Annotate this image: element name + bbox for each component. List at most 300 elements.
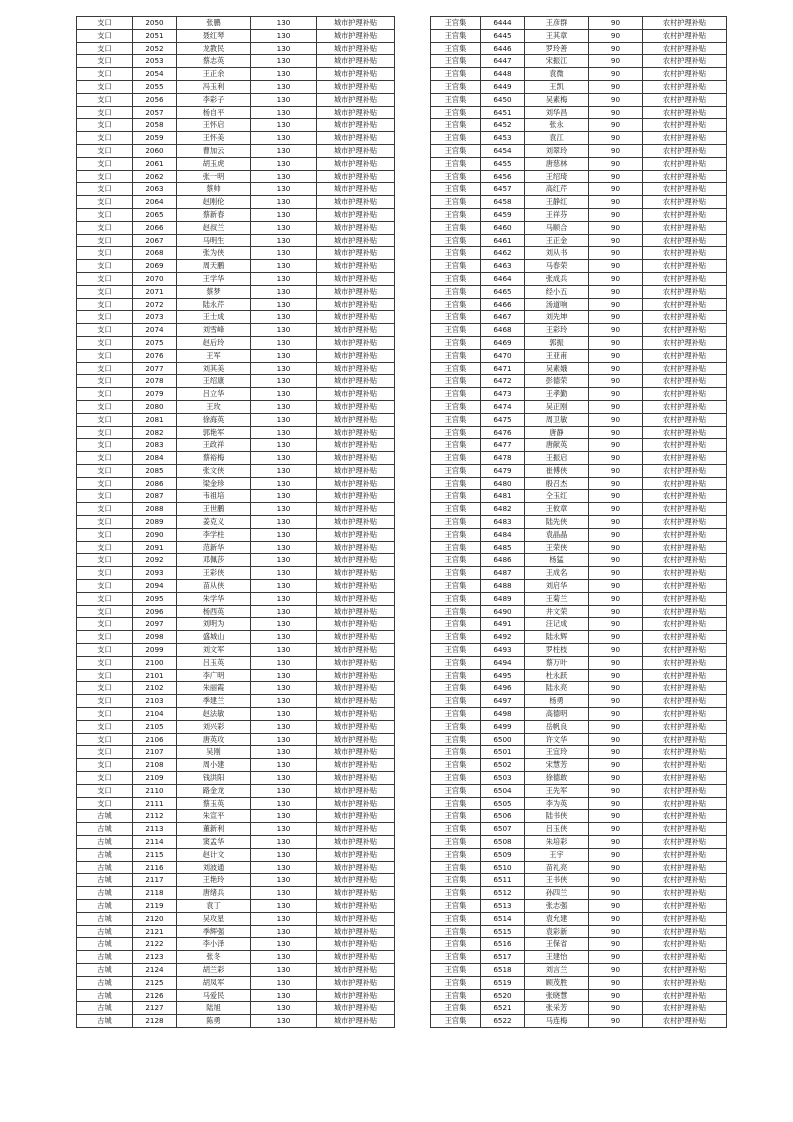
subsidy-type-cell: 城市护理补贴 xyxy=(317,772,395,785)
id-cell: 2068 xyxy=(133,247,177,260)
amount-cell: 90 xyxy=(589,925,643,938)
area-cell: 支口 xyxy=(77,772,133,785)
id-cell: 2082 xyxy=(133,426,177,439)
area-cell: 王官集 xyxy=(431,362,481,375)
name-cell: 窦孟华 xyxy=(177,836,251,849)
subsidy-type-cell: 城市护理补贴 xyxy=(317,106,395,119)
amount-cell: 90 xyxy=(589,311,643,324)
amount-cell: 130 xyxy=(251,183,317,196)
subsidy-type-cell: 农村护理补贴 xyxy=(643,772,727,785)
subsidy-type-cell: 城市护理补贴 xyxy=(317,80,395,93)
area-cell: 王官集 xyxy=(431,183,481,196)
table-row xyxy=(77,106,395,119)
subsidy-type-cell: 城市护理补贴 xyxy=(317,823,395,836)
table-row xyxy=(431,899,727,912)
amount-cell: 130 xyxy=(251,106,317,119)
area-cell: 支口 xyxy=(77,477,133,490)
amount-cell: 90 xyxy=(589,772,643,785)
name-cell: 张晓慧 xyxy=(525,989,589,1002)
name-cell: 蔡梦 xyxy=(177,285,251,298)
area-cell: 支口 xyxy=(77,170,133,183)
amount-cell: 90 xyxy=(589,68,643,81)
id-cell: 6456 xyxy=(481,170,525,183)
table-row xyxy=(77,848,395,861)
amount-cell: 90 xyxy=(589,362,643,375)
subsidy-type-cell: 农村护理补贴 xyxy=(643,208,727,221)
area-cell: 王官集 xyxy=(431,42,481,55)
name-cell: 王宜玲 xyxy=(525,746,589,759)
id-cell: 2094 xyxy=(133,580,177,593)
name-cell: 吴素娥 xyxy=(525,362,589,375)
id-cell: 6480 xyxy=(481,477,525,490)
name-cell: 张为侠 xyxy=(177,247,251,260)
area-cell: 支口 xyxy=(77,759,133,772)
table-row xyxy=(431,541,727,554)
amount-cell: 90 xyxy=(589,592,643,605)
name-cell: 王彩侠 xyxy=(177,567,251,580)
area-cell: 王官集 xyxy=(431,247,481,260)
subsidy-type-cell: 城市护理补贴 xyxy=(317,285,395,298)
subsidy-type-cell: 农村护理补贴 xyxy=(643,362,727,375)
name-cell: 王绍琦 xyxy=(525,170,589,183)
name-cell: 王书侠 xyxy=(525,874,589,887)
table-row xyxy=(431,336,727,349)
area-cell: 支口 xyxy=(77,669,133,682)
table-row xyxy=(77,477,395,490)
table-row xyxy=(77,208,395,221)
subsidy-type-cell: 农村护理补贴 xyxy=(643,503,727,516)
table-row xyxy=(77,899,395,912)
subsidy-type-cell: 城市护理补贴 xyxy=(317,861,395,874)
subsidy-type-cell: 城市护理补贴 xyxy=(317,912,395,925)
table-row xyxy=(77,260,395,273)
amount-cell: 90 xyxy=(589,298,643,311)
id-cell: 6454 xyxy=(481,144,525,157)
amount-cell: 130 xyxy=(251,963,317,976)
name-cell: 刘雪峰 xyxy=(177,324,251,337)
table-row xyxy=(431,503,727,516)
name-cell: 蔡裕梅 xyxy=(177,452,251,465)
id-cell: 6448 xyxy=(481,68,525,81)
subsidy-type-cell: 农村护理补贴 xyxy=(643,682,727,695)
subsidy-type-cell: 农村护理补贴 xyxy=(643,93,727,106)
area-cell: 支口 xyxy=(77,720,133,733)
id-cell: 2111 xyxy=(133,797,177,810)
area-cell: 古城 xyxy=(77,810,133,823)
subsidy-type-cell: 城市护理补贴 xyxy=(317,887,395,900)
id-cell: 2096 xyxy=(133,605,177,618)
amount-cell: 130 xyxy=(251,170,317,183)
name-cell: 张成兵 xyxy=(525,272,589,285)
subsidy-type-cell: 城市护理补贴 xyxy=(317,963,395,976)
id-cell: 2085 xyxy=(133,464,177,477)
amount-cell: 130 xyxy=(251,132,317,145)
id-cell: 6517 xyxy=(481,951,525,964)
name-cell: 蔡万叶 xyxy=(525,656,589,669)
table-row xyxy=(77,247,395,260)
name-cell: 朱丽霞 xyxy=(177,682,251,695)
table-row xyxy=(77,592,395,605)
table-row xyxy=(77,400,395,413)
id-cell: 2119 xyxy=(133,899,177,912)
area-cell: 王官集 xyxy=(431,144,481,157)
subsidy-type-cell: 城市护理补贴 xyxy=(317,439,395,452)
subsidy-type-cell: 农村护理补贴 xyxy=(643,144,727,157)
area-cell: 王官集 xyxy=(431,874,481,887)
area-cell: 支口 xyxy=(77,311,133,324)
name-cell: 李广明 xyxy=(177,669,251,682)
subsidy-type-cell: 农村护理补贴 xyxy=(643,106,727,119)
area-cell: 支口 xyxy=(77,746,133,759)
table-row xyxy=(77,375,395,388)
id-cell: 6519 xyxy=(481,976,525,989)
area-cell: 王官集 xyxy=(431,631,481,644)
name-cell: 崔傅侠 xyxy=(525,464,589,477)
amount-cell: 130 xyxy=(251,759,317,772)
id-cell: 6485 xyxy=(481,541,525,554)
name-cell: 汪记成 xyxy=(525,618,589,631)
subsidy-type-cell: 城市护理补贴 xyxy=(317,157,395,170)
id-cell: 6484 xyxy=(481,528,525,541)
subsidy-type-cell: 城市护理补贴 xyxy=(317,490,395,503)
table-row xyxy=(77,554,395,567)
subsidy-type-cell: 城市护理补贴 xyxy=(317,720,395,733)
table-row xyxy=(77,580,395,593)
amount-cell: 130 xyxy=(251,772,317,785)
table-row xyxy=(77,349,395,362)
table-row xyxy=(77,733,395,746)
amount-cell: 90 xyxy=(589,490,643,503)
area-cell: 王官集 xyxy=(431,311,481,324)
subsidy-type-cell: 农村护理补贴 xyxy=(643,221,727,234)
subsidy-type-cell: 城市护理补贴 xyxy=(317,733,395,746)
subsidy-type-cell: 城市护理补贴 xyxy=(317,119,395,132)
id-cell: 6462 xyxy=(481,247,525,260)
name-cell: 顾茂胜 xyxy=(525,976,589,989)
area-cell: 王官集 xyxy=(431,759,481,772)
subsidy-type-cell: 农村护理补贴 xyxy=(643,554,727,567)
name-cell: 吕立华 xyxy=(177,388,251,401)
id-cell: 2098 xyxy=(133,631,177,644)
name-cell: 王世鹏 xyxy=(177,503,251,516)
area-cell: 支口 xyxy=(77,644,133,657)
name-cell: 王保省 xyxy=(525,938,589,951)
table-row xyxy=(431,119,727,132)
table-row xyxy=(77,324,395,337)
amount-cell: 130 xyxy=(251,157,317,170)
subsidy-type-cell: 城市护理补贴 xyxy=(317,541,395,554)
id-cell: 6483 xyxy=(481,516,525,529)
table-row xyxy=(431,1015,727,1028)
area-cell: 王官集 xyxy=(431,68,481,81)
table-row xyxy=(77,452,395,465)
subsidy-type-cell: 城市护理补贴 xyxy=(317,29,395,42)
table-row xyxy=(77,682,395,695)
id-cell: 6512 xyxy=(481,887,525,900)
subsidy-type-cell: 农村护理补贴 xyxy=(643,976,727,989)
name-cell: 王怀启 xyxy=(177,119,251,132)
subsidy-type-cell: 农村护理补贴 xyxy=(643,426,727,439)
name-cell: 朱培彩 xyxy=(525,836,589,849)
amount-cell: 90 xyxy=(589,656,643,669)
amount-cell: 130 xyxy=(251,618,317,631)
name-cell: 刘先坤 xyxy=(525,311,589,324)
amount-cell: 130 xyxy=(251,554,317,567)
subsidy-type-cell: 城市护理补贴 xyxy=(317,324,395,337)
id-cell: 2108 xyxy=(133,759,177,772)
amount-cell: 130 xyxy=(251,400,317,413)
amount-cell: 130 xyxy=(251,208,317,221)
id-cell: 6450 xyxy=(481,93,525,106)
table-row xyxy=(431,989,727,1002)
name-cell: 王玫 xyxy=(177,400,251,413)
table-row xyxy=(77,746,395,759)
id-cell: 2077 xyxy=(133,362,177,375)
amount-cell: 90 xyxy=(589,874,643,887)
amount-cell: 90 xyxy=(589,899,643,912)
table-row xyxy=(431,93,727,106)
area-cell: 支口 xyxy=(77,336,133,349)
table-row xyxy=(77,605,395,618)
id-cell: 2113 xyxy=(133,823,177,836)
subsidy-type-cell: 城市护理补贴 xyxy=(317,55,395,68)
id-cell: 6503 xyxy=(481,772,525,785)
table-row xyxy=(431,247,727,260)
amount-cell: 90 xyxy=(589,426,643,439)
area-cell: 王官集 xyxy=(431,1015,481,1028)
id-cell: 6514 xyxy=(481,912,525,925)
amount-cell: 130 xyxy=(251,567,317,580)
area-cell: 王官集 xyxy=(431,887,481,900)
area-cell: 王官集 xyxy=(431,938,481,951)
id-cell: 2128 xyxy=(133,1015,177,1028)
table-row xyxy=(431,631,727,644)
subsidy-type-cell: 城市护理补贴 xyxy=(317,516,395,529)
table-row xyxy=(431,554,727,567)
name-cell: 徐德敢 xyxy=(525,772,589,785)
id-cell: 2056 xyxy=(133,93,177,106)
amount-cell: 130 xyxy=(251,861,317,874)
name-cell: 张一明 xyxy=(177,170,251,183)
table-row xyxy=(431,720,727,733)
amount-cell: 90 xyxy=(589,810,643,823)
table-row xyxy=(431,656,727,669)
subsidy-type-cell: 城市护理补贴 xyxy=(317,951,395,964)
area-cell: 王官集 xyxy=(431,516,481,529)
area-cell: 古城 xyxy=(77,1002,133,1015)
subsidy-type-cell: 农村护理补贴 xyxy=(643,234,727,247)
area-cell: 支口 xyxy=(77,208,133,221)
name-cell: 王亚甫 xyxy=(525,349,589,362)
subsidy-type-cell: 农村护理补贴 xyxy=(643,656,727,669)
subsidy-type-cell: 农村护理补贴 xyxy=(643,823,727,836)
subsidy-type-cell: 农村护理补贴 xyxy=(643,42,727,55)
subsidy-type-cell: 农村护理补贴 xyxy=(643,644,727,657)
table-row xyxy=(77,285,395,298)
area-cell: 王官集 xyxy=(431,682,481,695)
name-cell: 罗玲善 xyxy=(525,42,589,55)
subsidy-type-cell: 农村护理补贴 xyxy=(643,631,727,644)
amount-cell: 90 xyxy=(589,144,643,157)
subsidy-type-cell: 城市护理补贴 xyxy=(317,17,395,30)
name-cell: 汤道响 xyxy=(525,298,589,311)
area-cell: 古城 xyxy=(77,912,133,925)
amount-cell: 90 xyxy=(589,836,643,849)
amount-cell: 130 xyxy=(251,580,317,593)
name-cell: 袁微 xyxy=(525,68,589,81)
amount-cell: 90 xyxy=(589,733,643,746)
id-cell: 6518 xyxy=(481,963,525,976)
subsidy-type-cell: 城市护理补贴 xyxy=(317,93,395,106)
area-cell: 王官集 xyxy=(431,861,481,874)
subsidy-type-cell: 城市护理补贴 xyxy=(317,452,395,465)
id-cell: 6489 xyxy=(481,592,525,605)
area-cell: 支口 xyxy=(77,17,133,30)
name-cell: 赵刚伦 xyxy=(177,196,251,209)
amount-cell: 90 xyxy=(589,42,643,55)
id-cell: 2099 xyxy=(133,644,177,657)
area-cell: 王官集 xyxy=(431,989,481,1002)
name-cell: 周天鹏 xyxy=(177,260,251,273)
name-cell: 王建怡 xyxy=(525,951,589,964)
area-cell: 王官集 xyxy=(431,925,481,938)
table-row xyxy=(77,644,395,657)
amount-cell: 130 xyxy=(251,490,317,503)
name-cell: 吕玉侠 xyxy=(525,823,589,836)
amount-cell: 130 xyxy=(251,669,317,682)
table-row xyxy=(77,426,395,439)
table-row xyxy=(77,170,395,183)
subsidy-type-cell: 农村护理补贴 xyxy=(643,746,727,759)
table-row xyxy=(431,490,727,503)
area-cell: 支口 xyxy=(77,183,133,196)
name-cell: 陆永芹 xyxy=(177,298,251,311)
name-cell: 彭德荣 xyxy=(525,375,589,388)
amount-cell: 90 xyxy=(589,631,643,644)
area-cell: 支口 xyxy=(77,605,133,618)
name-cell: 张文侠 xyxy=(177,464,251,477)
subsidy-type-cell: 农村护理补贴 xyxy=(643,311,727,324)
table-row xyxy=(77,144,395,157)
subsidy-type-cell: 城市护理补贴 xyxy=(317,976,395,989)
subsidy-type-cell: 城市护理补贴 xyxy=(317,221,395,234)
id-cell: 2121 xyxy=(133,925,177,938)
name-cell: 袁彩新 xyxy=(525,925,589,938)
subsidy-type-cell: 城市护理补贴 xyxy=(317,836,395,849)
table-row xyxy=(77,772,395,785)
amount-cell: 130 xyxy=(251,196,317,209)
subsidy-type-cell: 城市护理补贴 xyxy=(317,605,395,618)
name-cell: 马春荣 xyxy=(525,260,589,273)
subsidy-type-cell: 农村护理补贴 xyxy=(643,400,727,413)
id-cell: 2079 xyxy=(133,388,177,401)
subsidy-type-cell: 农村护理补贴 xyxy=(643,285,727,298)
area-cell: 王官集 xyxy=(431,810,481,823)
subsidy-type-cell: 农村护理补贴 xyxy=(643,938,727,951)
id-cell: 6498 xyxy=(481,708,525,721)
amount-cell: 90 xyxy=(589,196,643,209)
id-cell: 6467 xyxy=(481,311,525,324)
table-row xyxy=(431,669,727,682)
name-cell: 苗礼亮 xyxy=(525,861,589,874)
area-cell: 王官集 xyxy=(431,464,481,477)
area-cell: 支口 xyxy=(77,528,133,541)
name-cell: 胡凤军 xyxy=(177,976,251,989)
amount-cell: 90 xyxy=(589,400,643,413)
id-cell: 2060 xyxy=(133,144,177,157)
id-cell: 6488 xyxy=(481,580,525,593)
subsidy-type-cell: 农村护理补贴 xyxy=(643,963,727,976)
right-table-body xyxy=(431,17,727,1028)
name-cell: 陆书侠 xyxy=(525,810,589,823)
id-cell: 2084 xyxy=(133,452,177,465)
id-cell: 6478 xyxy=(481,452,525,465)
table-row xyxy=(77,541,395,554)
subsidy-type-cell: 农村护理补贴 xyxy=(643,541,727,554)
table-row xyxy=(77,490,395,503)
id-cell: 2063 xyxy=(133,183,177,196)
id-cell: 2073 xyxy=(133,311,177,324)
area-cell: 支口 xyxy=(77,106,133,119)
id-cell: 2069 xyxy=(133,260,177,273)
subsidy-type-cell: 城市护理补贴 xyxy=(317,784,395,797)
amount-cell: 90 xyxy=(589,797,643,810)
amount-cell: 90 xyxy=(589,989,643,1002)
table-row xyxy=(431,439,727,452)
amount-cell: 130 xyxy=(251,362,317,375)
table-row xyxy=(431,349,727,362)
amount-cell: 130 xyxy=(251,605,317,618)
subsidy-type-cell: 农村护理补贴 xyxy=(643,439,727,452)
area-cell: 王官集 xyxy=(431,836,481,849)
area-cell: 王官集 xyxy=(431,106,481,119)
subsidy-type-cell: 城市护理补贴 xyxy=(317,426,395,439)
name-cell: 周卫敏 xyxy=(525,413,589,426)
subsidy-type-cell: 农村护理补贴 xyxy=(643,887,727,900)
name-cell: 盛城山 xyxy=(177,631,251,644)
subsidy-type-cell: 农村护理补贴 xyxy=(643,29,727,42)
amount-cell: 130 xyxy=(251,439,317,452)
table-row xyxy=(431,746,727,759)
area-cell: 王官集 xyxy=(431,528,481,541)
subsidy-type-cell: 农村护理补贴 xyxy=(643,733,727,746)
name-cell: 曹加云 xyxy=(177,144,251,157)
table-row xyxy=(77,80,395,93)
right-subsidy-table xyxy=(430,16,727,1028)
id-cell: 6511 xyxy=(481,874,525,887)
id-cell: 2097 xyxy=(133,618,177,631)
area-cell: 王官集 xyxy=(431,976,481,989)
table-row xyxy=(77,132,395,145)
area-cell: 支口 xyxy=(77,567,133,580)
id-cell: 6501 xyxy=(481,746,525,759)
table-row xyxy=(431,874,727,887)
subsidy-type-cell: 农村护理补贴 xyxy=(643,810,727,823)
subsidy-type-cell: 农村护理补贴 xyxy=(643,452,727,465)
table-row xyxy=(77,784,395,797)
area-cell: 支口 xyxy=(77,516,133,529)
name-cell: 陆旭 xyxy=(177,1002,251,1015)
id-cell: 2052 xyxy=(133,42,177,55)
amount-cell: 90 xyxy=(589,477,643,490)
name-cell: 王攸章 xyxy=(525,503,589,516)
amount-cell: 90 xyxy=(589,285,643,298)
id-cell: 2074 xyxy=(133,324,177,337)
name-cell: 唐英攻 xyxy=(177,733,251,746)
amount-cell: 130 xyxy=(251,119,317,132)
id-cell: 2050 xyxy=(133,17,177,30)
subsidy-type-cell: 农村护理补贴 xyxy=(643,1015,727,1028)
